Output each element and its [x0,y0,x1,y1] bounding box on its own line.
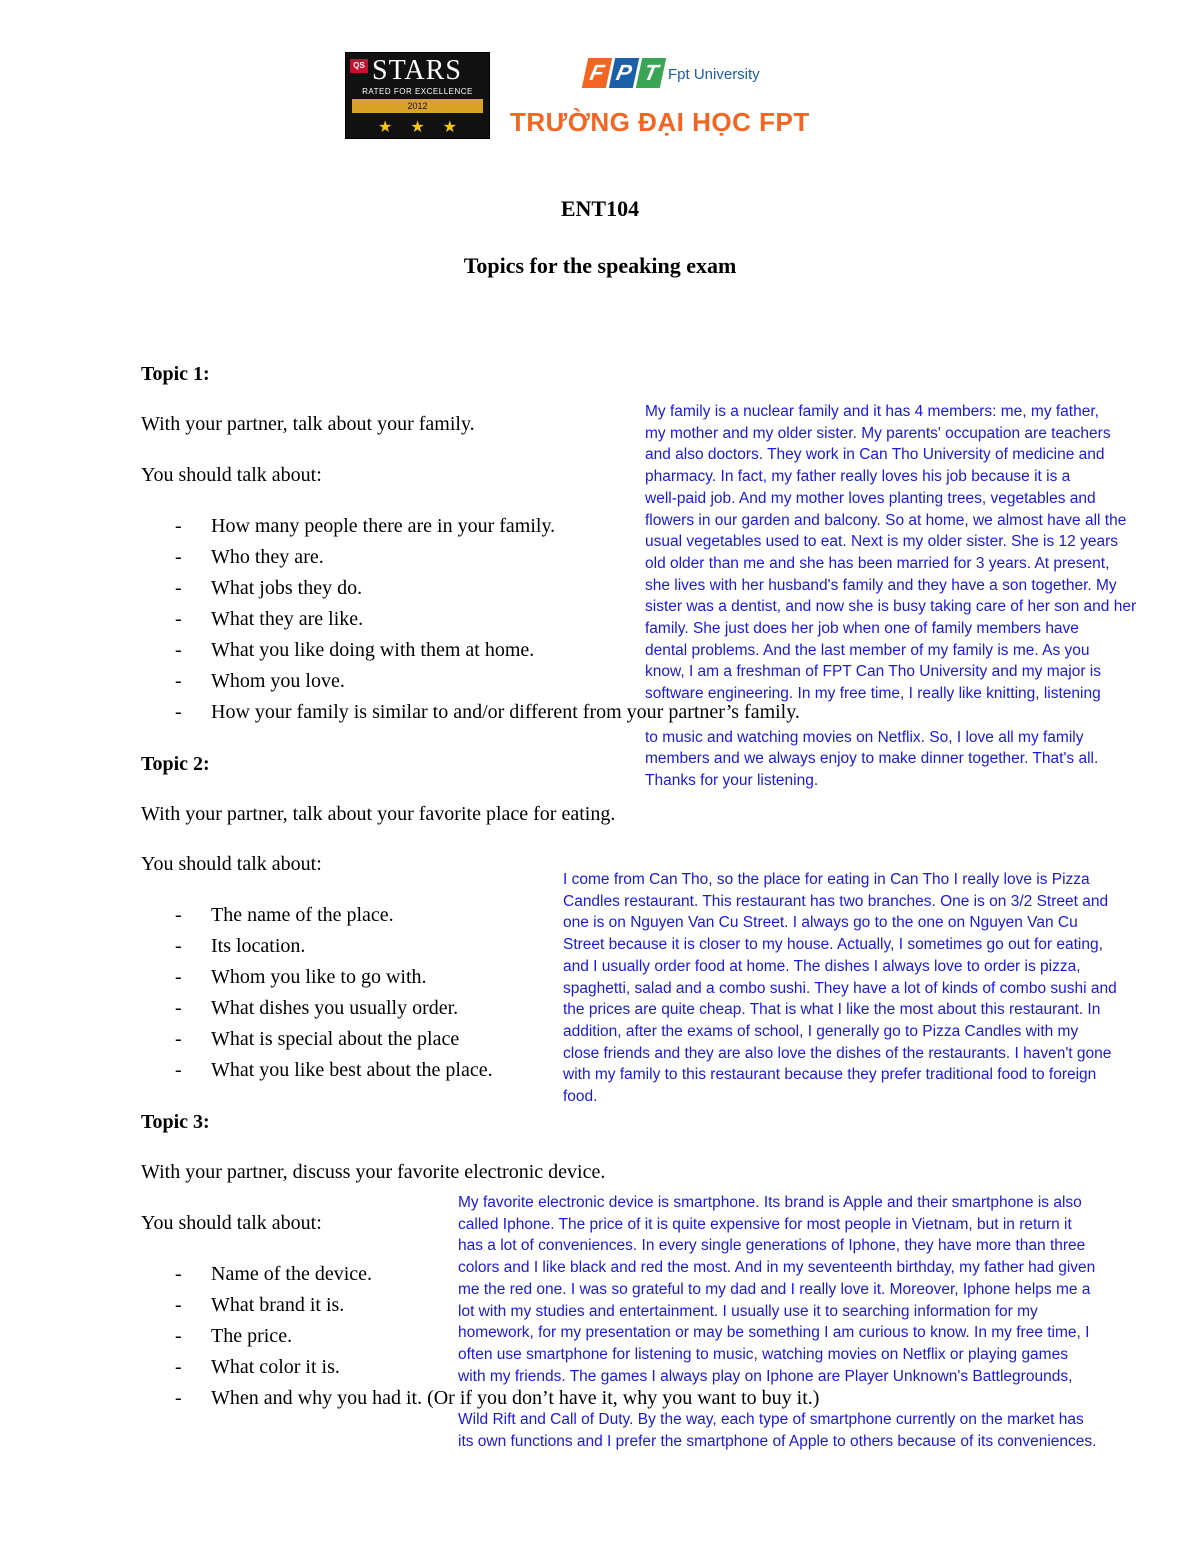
list-item: - The name of the place. [175,904,394,926]
page-title: Topics for the speaking exam [463,253,737,278]
qs-badge: QS [350,59,368,73]
list-item: - When and why you had it. (Or if you don’t have it, why you want to buy it.) [175,1387,820,1409]
topic-2-answer: I come from Can Tho, so the place for eating in Can Tho I really love is Pizza Candles restaurant. This restaurant has two branches. One is on 3/2 Street and one is on Nguyen Van Cu Street. I always go to the one on Nguyen Van Cu Street because it is closer to my house. Actually, I sometimes go out for eating, and I usually order food at home. The dishes I always love to order is pizza, spaghetti, salad and a combo sushi. They have a lot of kinds of combo sushi and the prices are quite cheap. That is what I like the most about this restaurant. In addition, after the exams of school, I generally go to Pizza Candles with my close friends and they are also love the dishes of the restaurants. I haven't gone with my family to this restaurant because they prefer traditional food to foreign food. [563,871,1117,1106]
fpt-letter-t: T [636,58,666,88]
list-item: - What you like doing with them at home. [175,639,535,661]
topic-1-heading: Topic 1: [141,363,210,385]
list-item: - What brand it is. [175,1294,345,1316]
topic-3-heading: Topic 3: [141,1111,210,1133]
topic-2-should: You should talk about: [141,853,322,875]
list-item: - How your family is similar to and/or different from your partner’s family. [175,701,800,723]
topic-1-should: You should talk about: [141,464,322,486]
list-item: - What color it is. [175,1356,340,1378]
topic-1-answer: My family is a nuclear family and it has 4 members: me, my father, my mother and my older sister. My parents' occupation are teachers and also doctors. They work in Can Tho University of medicine and pharmacy. In fact, my father really loves his job because it is a well-paid job. And my mother loves planting trees, vegetables and flowers in our garden and balcony. So at home, we almost have all the usual vegetables used to eat. Next is my older sister. She is 12 years old older than me and she has been married for 3 years. At present, she lives with her husband's family and they have a son together. My sister was a dentist, and now she is busy taking care of her son and her family. She just does her job when one of family members have dental problems. And the last member of my family is me. As you know, I am a freshman of FPT Can Tho University and my major is software engineering. In my free time, I really like knitting, listening to music and watching movies on Netflix. So, I love all my family members and we always enjoy to make dinner together. That's all. Thanks for your listening. [645,403,1137,789]
topic-2-prompt: With your partner, talk about your favorite place for eating. [141,803,616,825]
list-item: - Whom you like to go with. [175,966,427,988]
topic-1-prompt: With your partner, talk about your family. [141,413,475,435]
list-item: - The price. [175,1325,293,1347]
list-item: - How many people there are in your family. [175,515,556,537]
qs-stars-logo [345,52,490,139]
fpt-letter-f: F [582,58,612,88]
list-item: - What they are like. [175,608,364,630]
stars-wordmark: STARS [372,55,462,86]
topic-3-should: You should talk about: [141,1212,322,1234]
course-code: ENT104 [560,196,640,221]
stars-rating-icon: ★★★ [377,119,476,136]
list-item: - Whom you love. [175,670,345,692]
list-item: - What jobs they do. [175,577,363,599]
fpt-university-name: TRƯỜNG ĐẠI HỌC FPT [510,107,810,137]
list-item: - What dishes you usually order. [175,997,459,1019]
topic-3-prompt: With your partner, discuss your favorite electronic device. [141,1161,606,1183]
list-item: - Who they are. [175,546,324,568]
fpt-letter-p: P [609,58,639,88]
topic-3-answer: My favorite electronic device is smartphone. Its brand is Apple and their smartphone is also called Iphone. The price of it is quite expensive for most people in Vietnam, but in return it has a lot of conveniences. In every single generations of Iphone, they have more than three colors and I like black and red the most. And in my seventeenth birthday, my father had given me the red one. I was so grateful to my dad and I really love it. Moreover, Iphone helps me a lot with my studies and entertainment. I usually use it to searching information for my homework, for my presentation or may be something I am curious to know. In my free time, I often use smartphone for listening to music, watching movies on Netflix or playing games with my friends. The games I always play on Iphone are Player Unknown's Battlegrounds, Wild Rift and Call of Duty. By the way, each type of smartphone currently on the market has its own functions and I prefer the smartphone of Apple to others because of its conveniences. [458,1194,1097,1450]
fpt-university-label: Fpt University [668,66,760,83]
topic-2-heading: Topic 2: [141,753,210,775]
stars-tagline: RATED FOR EXCELLENCE [362,87,473,96]
list-item: - Name of the device. [175,1263,373,1285]
list-item: - What is special about the place [175,1028,460,1050]
stars-year: 2012 [352,99,483,113]
list-item: - What you like best about the place. [175,1059,493,1081]
list-item: - Its location. [175,935,306,957]
